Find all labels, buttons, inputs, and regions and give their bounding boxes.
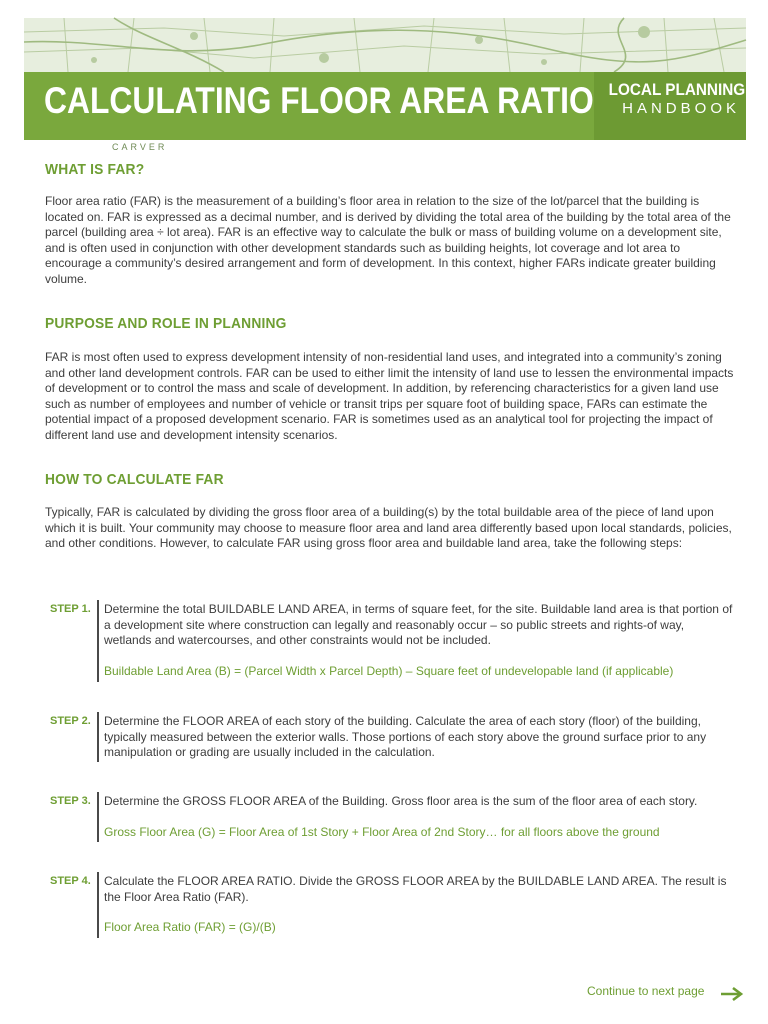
section-heading-purpose: PURPOSE AND ROLE IN PLANNING <box>45 315 287 332</box>
step-4-rule <box>97 872 99 938</box>
step-1-label: STEP 1. <box>50 603 91 615</box>
badge-line-2: HANDBOOK <box>622 100 740 117</box>
step-2-label: STEP 2. <box>50 715 91 727</box>
title-bar <box>24 72 746 140</box>
step-2-text: Determine the FLOOR AREA of each story of the building. Calculate the area of each story (floor) of the building, typically measured between the exterior walls. Those portions of each story above the ground surface prior to any manipulation or grading are usually included in the calculation. <box>104 714 707 760</box>
step-2-rule <box>97 712 99 762</box>
continue-link[interactable]: Continue to next page <box>587 984 705 998</box>
map-place-label: CARVER <box>112 142 168 152</box>
handbook-badge <box>594 72 746 140</box>
step-3-text: Determine the GROSS FLOOR AREA of the Building. Gross floor area is the sum of the floor area of each story. <box>104 794 698 808</box>
badge-line-1: LOCAL PLANNING <box>608 80 746 99</box>
section-paragraph-how-to-calculate: Typically, FAR is calculated by dividing the gross floor area of a building(s) by the total buildable area of the piece of land upon which it is built. Your community may choose to measure floor area and land area differently based upon local standards, policies, and other conditions. However, to calculate FAR using gross floor area and buildable land area, take the following steps: <box>45 505 732 551</box>
step-1-rule <box>97 600 99 682</box>
page-title: CALCULATING FLOOR AREA RATIO <box>44 80 594 121</box>
step-3-rule <box>97 792 99 842</box>
arrow-right-icon[interactable] <box>720 986 744 1002</box>
section-heading-what-is-far: WHAT IS FAR? <box>45 161 145 178</box>
section-paragraph-what-is-far: Floor area ratio (FAR) is the measurement of a building’s floor area in relation to the size of the lot/parcel that the building is located on. FAR is expressed as a decimal number, and is derived by dividing the total area of the building by the total area of the parcel (building area ÷ lot area). FAR is an effective way to calculate the bulk or mass of building volume on a development site, and is often used in conjunction with other development standards such as building heights, lot coverage and lot area to encourage a community’s desired arrangement and form of development. In this context, higher FARs indicate greater building volume. <box>45 194 731 286</box>
step-4-label: STEP 4. <box>50 875 91 887</box>
header-banner <box>24 18 746 152</box>
step-1-text: Determine the total BUILDABLE LAND AREA, in terms of square feet, for the site. Buildable land area is that portion of a development site where construction can legally and reasonably occur – so public streets and rights-of way, wetlands and watercourses, and other constraints would not be included. <box>104 602 733 648</box>
step-4-text: Calculate the FLOOR AREA RATIO. Divide the GROSS FLOOR AREA by the BUILDABLE LAND AREA. The result is the Floor Area Ratio (FAR). <box>104 874 727 904</box>
step-4-formula: Floor Area Ratio (FAR) = (G)/(B) <box>104 920 276 934</box>
section-paragraph-purpose: FAR is most often used to express development intensity of non-residential land uses, and integrated into a community’s zoning and other land development controls. FAR can be used to either limit the intensity of land use to lessen the environmental impacts of development or to control the mass and scale of development. In addition, by referencing characteristics for a given land use such as number of employees and number of vehicle or transit trips per square foot of building space, FARs can estimate the potential impact of a proposed development scenario. FAR is sometimes used as an analytical tool for projecting the impact of different land use and development intensity scenarios. <box>45 350 734 442</box>
step-3-label: STEP 3. <box>50 795 91 807</box>
step-3-formula: Gross Floor Area (G) = Floor Area of 1st Story + Floor Area of 2nd Story… for all floors above the ground <box>104 825 660 839</box>
section-heading-how-to-calculate: HOW TO CALCULATE FAR <box>45 471 224 488</box>
step-1-formula: Buildable Land Area (B) = (Parcel Width x Parcel Depth) – Square feet of undevelopable land (if applicable) <box>104 664 674 678</box>
